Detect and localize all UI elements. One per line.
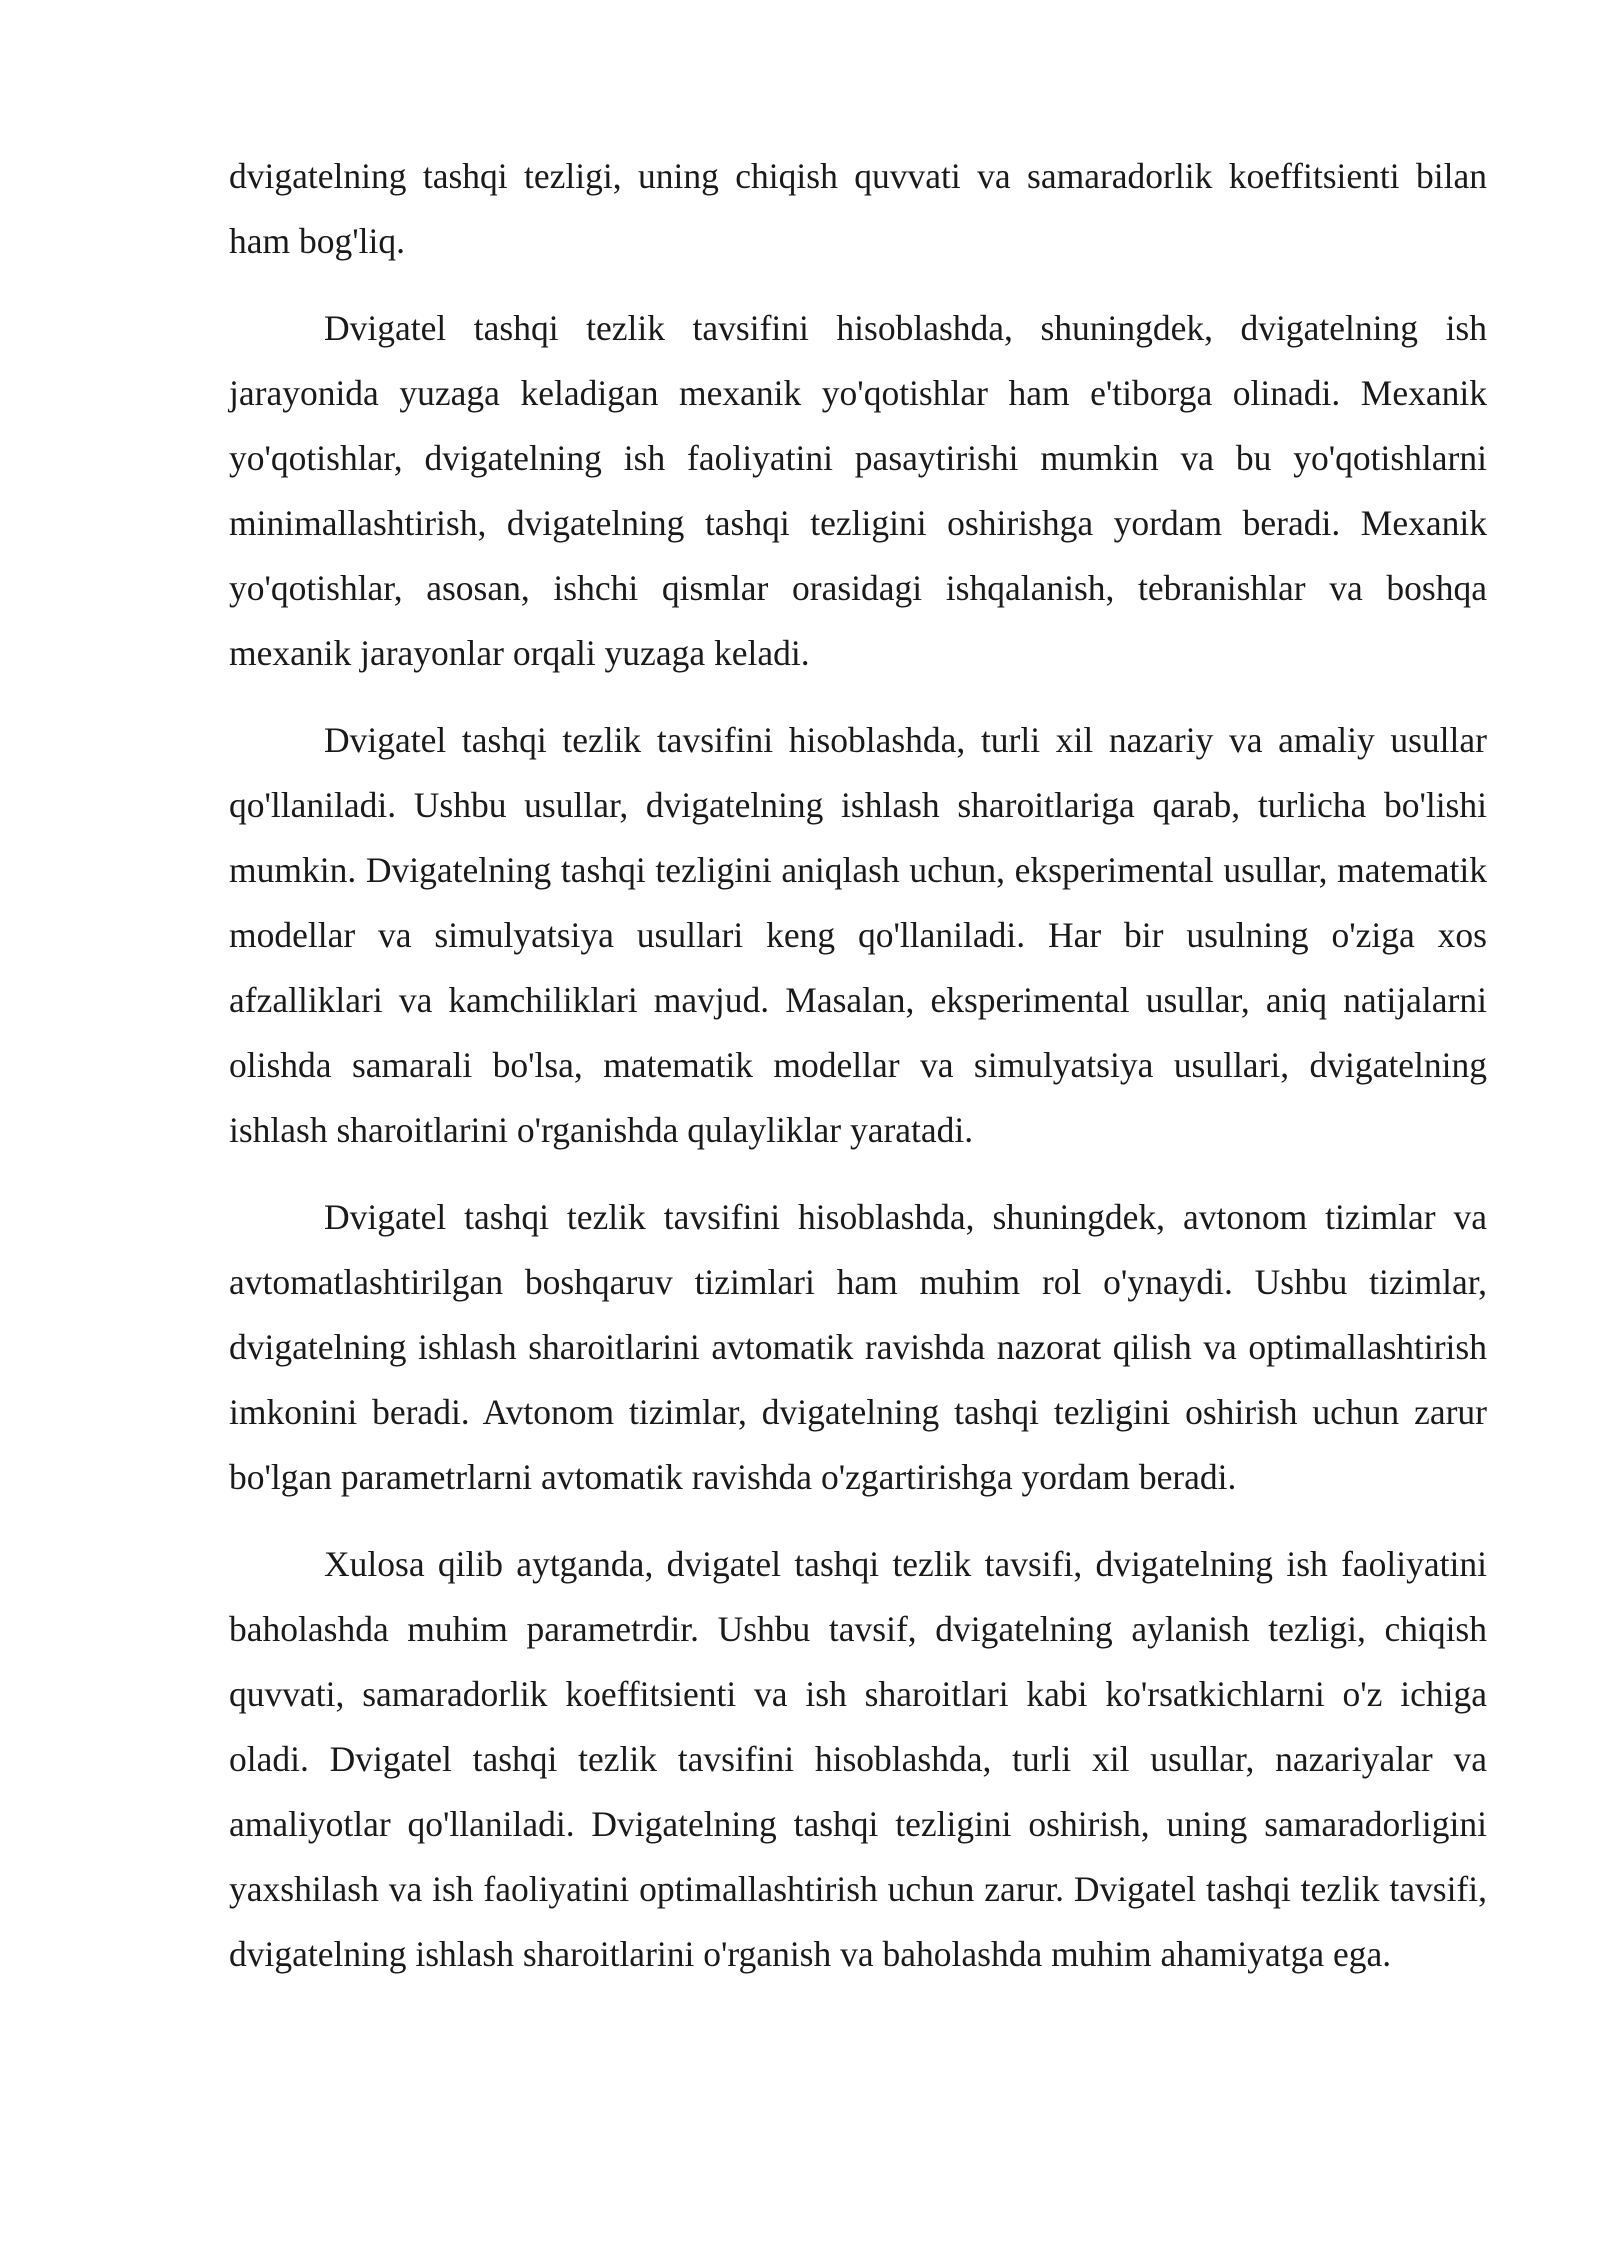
paragraph-mechanical-losses: Dvigatel tashqi tezlik tavsifini hisoblashda, shuningdek, dvigatelning ish jarayonida yuzaga keladigan mexanik yo'qotishlar ham e'tiborga olinadi. Mexanik yo'qotishlar, dvigatelning ish faoliyatini pasaytirishi mumkin va bu yo'qotishlarni minimallashtirish, dvigatelning tashqi tezligini oshirishga yordam beradi. Mexanik yo'qotishlar, asosan, ishchi qismlar orasidagi ishqalanish, tebranishlar va boshqa mexanik jarayonlar orqali yuzaga keladi. (229, 308, 1487, 673)
paragraph-continuation: dvigatelning tashqi tezligi, uning chiqish quvvati va samaradorlik koeffitsienti bilan ham bog'liq. (229, 156, 1487, 261)
paragraph-autonomous-systems: Dvigatel tashqi tezlik tavsifini hisoblashda, shuningdek, avtonom tizimlar va avtomatlashtirilgan boshqaruv tizimlari ham muhim rol o'ynaydi. Ushbu tizimlar, dvigatelning ishlash sharoitlarini avtomatik ravishda nazorat qilish va optimallashtirish imkonini beradi. Avtonom tizimlar, dvigatelning tashqi tezligini oshirish uchun zarur bo'lgan parametrlarni avtomatik ravishda o'zgartirishga yordam beradi. (229, 1197, 1487, 1497)
document-body (229, 144, 1487, 2009)
paragraph-conclusion: Xulosa qilib aytganda, dvigatel tashqi tezlik tavsifi, dvigatelning ish faoliyatini baholashda muhim parametrdir. Ushbu tavsif, dvigatelning aylanish tezligi, chiqish quvvati, samaradorlik koeffitsienti va ish sharoitlari kabi ko'rsatkichlarni o'z ichiga oladi. Dvigatel tashqi tezlik tavsifini hisoblashda, turli xil usullar, nazariyalar va amaliyotlar qo'llaniladi. Dvigatelning tashqi tezligini oshirish, uning samaradorligini yaxshilash va ish faoliyatini optimallashtirish uchun zarur. Dvigatel tashqi tezlik tavsifi, dvigatelning ishlash sharoitlarini o'rganish va baholashda muhim ahamiyatga ega. (229, 1544, 1487, 1974)
paragraph-methods: Dvigatel tashqi tezlik tavsifini hisoblashda, turli xil nazariy va amaliy usullar qo'llaniladi. Ushbu usullar, dvigatelning ishlash sharoitlariga qarab, turlicha bo'lishi mumkin. Dvigatelning tashqi tezligini aniqlash uchun, eksperimental usullar, matematik modellar va simulyatsiya usullari keng qo'llaniladi. Har bir usulning o'ziga xos afzalliklari va kamchiliklari mavjud. Masalan, eksperimental usullar, aniq natijalarni olishda samarali bo'lsa, matematik modellar va simulyatsiya usullari, dvigatelning ishlash sharoitlarini o'rganishda qulayliklar yaratadi. (229, 720, 1487, 1150)
